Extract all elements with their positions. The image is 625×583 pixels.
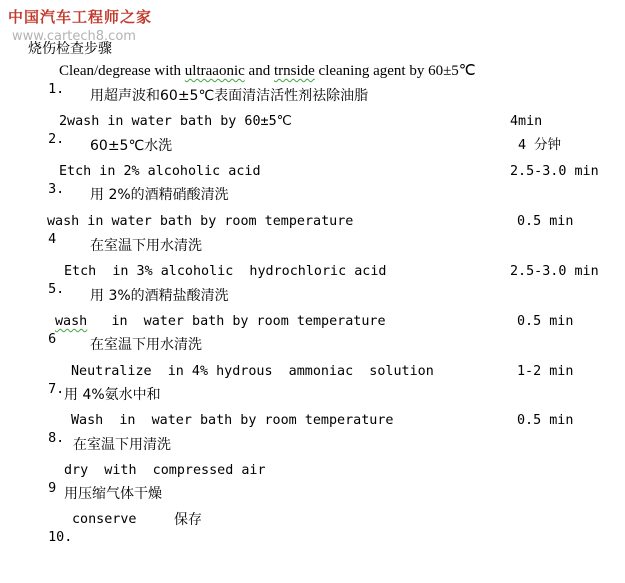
step-number: 7. [48,382,65,397]
step-text-en: 2wash in water bath by 60±5℃ [59,114,292,129]
step-text-zh: 在室温下用水清洗 [90,238,202,254]
step-text-misspelled: ultraaonic [184,63,245,79]
watermark-url: www.cartech8.com [12,29,136,44]
step-duration: 0.5 min [517,214,574,229]
step-text-zh: 用超声波和60±5℃表面清洁活性剂祛除油脂 [90,88,369,104]
step-text-zh: 在室温下用清洗 [73,437,171,453]
step-text-en [59,62,476,80]
step-duration-zh: 4 分钟 [518,138,561,153]
step-duration: 2.5-3.0 min [510,264,599,279]
step-number: 9 [48,481,57,496]
step-number: 3. [48,182,65,197]
step-text-part: and [244,63,274,79]
step-text-zh: 用压缩气体干燥 [64,486,162,502]
step-text-misspelled: trnside [273,63,315,79]
step-number: 10. [48,530,73,545]
step-duration: 2.5-3.0 min [510,164,599,179]
step-text-en: conserve [72,512,137,527]
step-text-part: cleaning agent by 60±5℃ [314,63,476,79]
step-text-en: Etch in 3% alcoholic hydrochloric acid [64,264,387,279]
step-text-zh: 在室温下用水清洗 [90,337,202,353]
step-text-en: Wash in water bath by room temperature [71,413,394,428]
step-text-part: in water bath by room temperature [111,314,386,329]
step-text-zh: 用 3%的酒精盐酸清洗 [90,288,229,304]
step-number: 4 [48,232,57,247]
step-text-en: wash in water bath by room temperature [47,214,354,229]
step-text-en: Etch in 2% alcoholic acid [59,164,261,179]
step-10 [32,511,202,583]
step-text-part: Clean/degrease with [59,63,185,79]
step-text-en: dry with compressed air [64,463,266,478]
step-number: 6 [48,332,57,347]
step-text-en [55,313,386,331]
step-text-en: Neutralize in 4% hydrous ammoniac solution [71,364,434,379]
step-number: 5. [48,282,65,297]
step-number: 1. [48,82,65,97]
watermark-title: 中国汽车工程师之家 [8,8,153,26]
step-duration: 0.5 min [517,314,574,329]
step-duration: 4min [510,114,543,129]
page-heading: 烧伤检查步骤 [28,41,112,57]
step-text-misspelled: wash [55,314,88,329]
step-number: 8. [48,431,65,446]
step-text-zh: 用 2%的酒精硝酸清洗 [90,187,229,203]
step-number: 2. [48,132,65,147]
step-text-zh: 60±5℃水洗 [90,138,173,154]
step-text-zh: 用 4%氨水中和 [64,387,161,403]
step-duration: 1-2 min [517,364,574,379]
step-text-zh: 保存 [174,512,202,528]
step-duration: 0.5 min [517,413,574,428]
